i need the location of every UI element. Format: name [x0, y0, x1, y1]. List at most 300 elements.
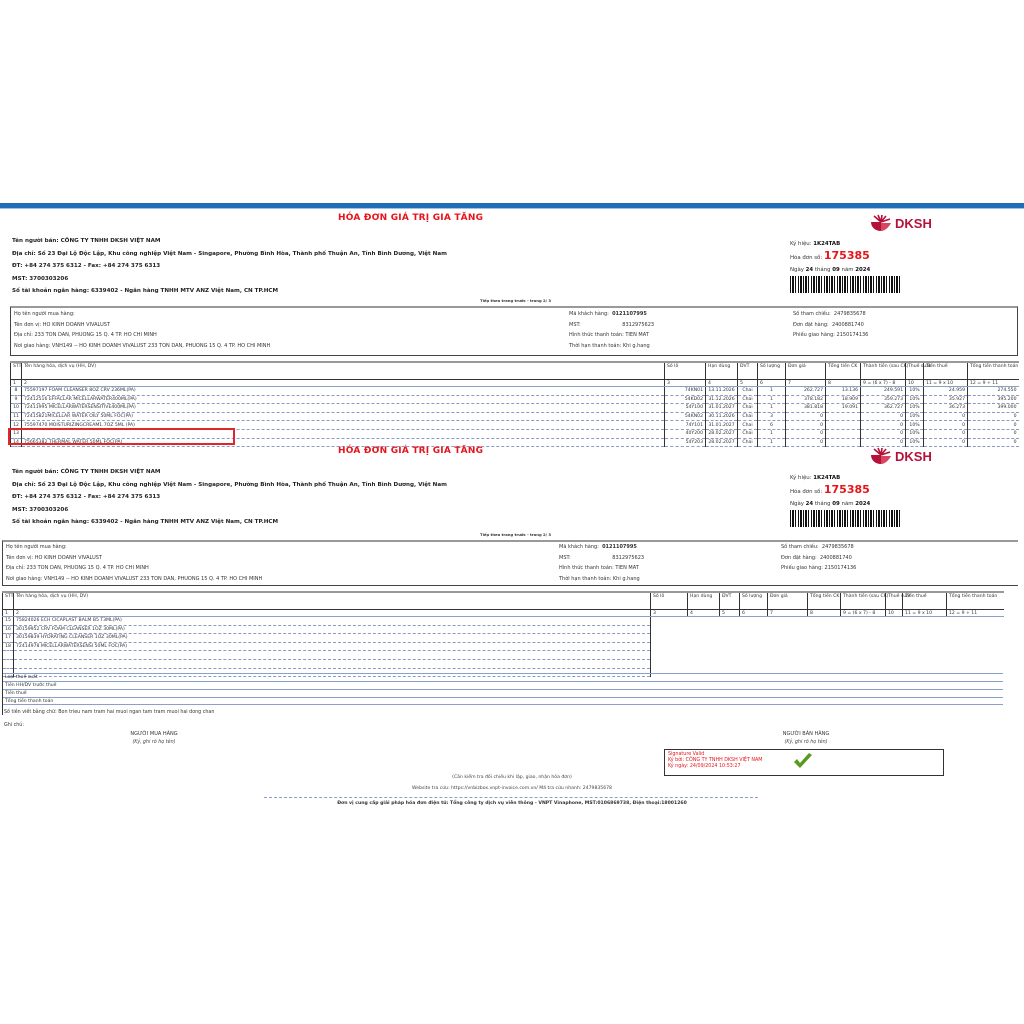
invoice-number-label: Hóa đơn số:	[790, 255, 823, 261]
customer-code: 0121107995	[612, 311, 647, 317]
payment-term-label: Thời hạn thanh toán:	[559, 575, 612, 582]
cell-vat-rate: 10%	[906, 438, 924, 447]
cell-discount: 13.136	[826, 387, 861, 396]
cell-amount: 0	[861, 429, 906, 438]
colnum-discount: 8	[808, 610, 841, 617]
dksh-logo-icon	[870, 214, 892, 232]
colnum-item-name: 2	[14, 610, 651, 617]
invoice-meta-2	[790, 472, 902, 527]
buyer-name-label: Họ tên người mua hàng:	[14, 311, 75, 317]
seller-address: Địa chỉ: Số 23 Đại Lộ Độc Lập, Khu công nghiệp Việt Nam - Singapore, Phường Bình Hòa, Thành phố Thuận An, Tỉnh Bình Dương, Việt Nam	[12, 481, 447, 488]
cell-unit	[720, 642, 740, 651]
cell-unit	[720, 659, 740, 668]
cell-stt: 17	[3, 634, 14, 643]
footer-check-note: (Cần kiểm tra đối chiếu khi lập, giao, nhận hóa đơn)	[452, 775, 572, 780]
cell-qty: 1	[758, 395, 786, 404]
cell-amount	[841, 634, 886, 643]
buyer-delivery: Nơi giao hàng: VNH149 -- HO KINH DOANH VIVALUST 233 TON DAN, PHUONG 15 Q. 4 TP. HO CHI MINH	[14, 342, 271, 349]
mst-label: MST:	[559, 554, 571, 561]
cell-total	[947, 651, 1004, 660]
year-value: 2024	[855, 501, 871, 507]
colnum-vat-rate: 10	[886, 610, 903, 617]
amount-in-words: Số tiền viết bằng chữ: Bon trieu nam tram hai muoi ngan tam tram muoi hai dong chan	[4, 710, 215, 715]
cell-vat-rate: 10%	[906, 404, 924, 413]
logo-text: DKSH	[895, 448, 932, 464]
ref-label: Số tham chiếu:	[781, 544, 819, 550]
cell-amount	[841, 625, 886, 634]
year-label: năm	[841, 501, 854, 507]
cell-unit	[720, 651, 740, 660]
symbol-value: 1K24TAB	[813, 475, 841, 481]
cell-item-name: 75665382 THERMAL WATER 50ML FOC(PA)	[22, 438, 665, 447]
cell-expiry: 31.12.2026	[706, 395, 738, 404]
summary-vat-type: Loại thuế suất	[2, 673, 1003, 681]
cell-unit-price: 381.818	[786, 404, 826, 413]
cell-amount	[841, 617, 886, 626]
colnum-qty: 6	[740, 610, 768, 617]
colnum-stt: 1	[3, 610, 14, 617]
mst-value: 8312975623	[622, 321, 655, 328]
header-qty: Số lượng	[758, 362, 786, 380]
cell-stt	[3, 659, 14, 668]
colnum-total: 12 = 9 + 11	[947, 610, 1004, 617]
cell-unit: Chai	[738, 421, 758, 430]
cell-unit-price: 262.727	[786, 387, 826, 396]
cell-vat-rate: 10%	[906, 429, 924, 438]
header-lot: Số lô	[665, 362, 706, 380]
colnum-vat-rate: 10	[906, 380, 924, 387]
seller-name: Tên người bán: CÔNG TY TNHH DKSH VIỆT NAM	[12, 469, 161, 475]
buyer-address: Địa chỉ: 233 TON DAN, PHUONG 15 Q. 4 TP. HO CHI MINH	[6, 565, 149, 571]
cell-total: 0	[968, 438, 1019, 447]
colnum-item-name: 2	[22, 380, 665, 387]
cell-tax	[903, 651, 947, 660]
footer-divider	[264, 797, 758, 798]
cell-stt: 15	[3, 617, 14, 626]
colnum-unit-price: 7	[768, 610, 808, 617]
cell-vat-rate	[886, 634, 903, 643]
cell-item-name: 72414978 MICELLARWATERSENSI 50ML FOC(PA)	[14, 642, 651, 651]
header-discount: Tổng tiền CK	[826, 362, 861, 380]
cell-qty: 1	[758, 429, 786, 438]
payment-method: TIEN MAT	[615, 565, 639, 571]
seller-bank: Số tài khoản ngân hàng: 6339402 - Ngân hàng TNHH MTV ANZ Việt Nam, CN TP.HCM	[12, 519, 279, 525]
customer-code-label: Mã khách hàng:	[559, 544, 599, 550]
seller-address: Địa chỉ: Số 23 Đại Lộ Độc Lập, Khu công nghiệp Việt Nam - Singapore, Phường Bình Hòa, Thành phố Thuận An, Tỉnh Bình Dương, Việt Nam	[12, 250, 447, 257]
header-item-name: Tên hàng hóa, dịch vụ (HH, DV)	[22, 362, 665, 380]
cell-amount: 0	[861, 412, 906, 421]
barcode	[790, 510, 902, 527]
header-tax: Tiền thuế	[903, 592, 947, 610]
barcode	[790, 276, 902, 293]
order-value: 2400881740	[831, 321, 864, 328]
header-qty: Số lượng	[740, 592, 768, 610]
cell-stt: 12	[11, 421, 22, 430]
cell-vat-rate: 10%	[906, 387, 924, 396]
cell-item-name: 72412516 EFFACLAR MICELLARWATER400ML(PA)	[22, 395, 665, 404]
colnum-amount: 9 = (6 x 7) - 8	[841, 610, 886, 617]
cell-item-name: 75824026 ECH CICAPLAST BALM B5 T3ML(PA)	[14, 617, 651, 626]
cell-qty: 3	[758, 412, 786, 421]
ref-value: 2479835678	[833, 311, 866, 317]
footer-lookup[interactable]: Website tra cứu: https://vnbizbox.vnpt-invoice.com.vn/ Mã tra cứu nhanh: 2479835678	[412, 786, 612, 791]
cell-unit: Chai	[738, 438, 758, 447]
year-label: năm	[841, 267, 854, 273]
seller-signature-block	[766, 731, 846, 745]
ref-label: Số tham chiếu:	[793, 311, 831, 317]
header-unit-price: Đơn giá	[786, 362, 826, 380]
payment-method-label: Hình thức thanh toán:	[569, 332, 624, 338]
table-row-empty	[3, 651, 1004, 660]
delivery-note-value: 2150174136	[836, 332, 869, 338]
delivery-note-label: Phiếu giao hàng:	[793, 332, 835, 338]
buyer-sign-hint: (Ký, ghi rõ họ tên)	[132, 740, 176, 745]
header-amount: Thành tiền (sau CK)	[861, 362, 906, 380]
order-value: 2400881740	[819, 554, 852, 561]
day-label: Ngày	[790, 267, 804, 273]
cell-qty: 1	[758, 387, 786, 396]
cell-vat-rate	[886, 625, 903, 634]
seller-phone: ĐT: +84 274 375 6312 - Fax: +84 274 375 6313	[12, 494, 161, 500]
buyer-box-2	[2, 540, 1018, 586]
cell-discount	[826, 438, 861, 447]
seller-bank: Số tài khoản ngân hàng: 6339402 - Ngân hàng TNHH MTV ANZ Việt Nam, CN TP.HCM	[12, 288, 279, 294]
header-lot: Số lô	[651, 592, 688, 610]
cell-amount: 0	[861, 438, 906, 447]
cell-unit: Chai	[738, 429, 758, 438]
cell-discount: 19.091	[826, 404, 861, 413]
top-blue-rule-light	[0, 208, 1024, 209]
summary-tax: Tiền thuế	[2, 689, 1003, 697]
order-label: Đơn đặt hàng:	[781, 554, 817, 561]
invoice-title-2: HÓA ĐƠN GIÁ TRỊ GIA TĂNG	[338, 446, 484, 456]
colnum-lot: 3	[665, 380, 706, 387]
cell-stt: 10	[11, 404, 22, 413]
cell-unit: Chai	[738, 412, 758, 421]
seller-tax-id: MST: 3700303206	[12, 506, 69, 513]
cell-tax: 0	[924, 412, 968, 421]
cell-unit-price	[768, 625, 808, 634]
cell-discount	[826, 412, 861, 421]
cell-item-name: 30159952 CRV FOAM CLEANSER 1OZ 30ML(PA)	[14, 625, 651, 634]
cell-amount: 362.727	[861, 404, 906, 413]
colnum-unit: 5	[720, 610, 740, 617]
month-label: tháng	[814, 501, 831, 507]
table-row	[3, 634, 1004, 643]
delivery-note-value: 2150174136	[824, 565, 857, 571]
cell-item-name: 75597470 MOISTURIZINGCREAM1.7OZ 5ML (PA)	[22, 421, 665, 430]
cell-lot: 74Y101	[665, 421, 706, 430]
cell-qty	[740, 651, 768, 660]
cell-tax: 0	[924, 429, 968, 438]
buyer-delivery: Nơi giao hàng: VNH149 -- HO KINH DOANH VIVALUST 233 TON DAN, PHUONG 15 Q. 4 TP. HO CHI MINH	[6, 575, 263, 582]
cell-discount	[808, 634, 841, 643]
cell-discount	[808, 617, 841, 626]
header-unit: ĐVT	[720, 592, 740, 610]
cell-discount	[826, 429, 861, 438]
day-value: 24	[805, 501, 814, 507]
table-row	[3, 617, 1004, 626]
cell-tax	[903, 625, 947, 634]
summary-left-border	[2, 673, 3, 715]
table-row	[11, 404, 1019, 413]
payment-term: Khi g.hang	[622, 342, 650, 349]
column-number-row	[11, 380, 1019, 387]
cell-item-name	[14, 659, 651, 668]
mst-value: 8312975623	[612, 554, 645, 561]
year-value: 2024	[855, 267, 871, 273]
seller-sign-title: NGƯỜI BÁN HÀNG	[782, 731, 830, 737]
table-row	[3, 625, 1004, 634]
header-tax: Tiền thuế	[924, 362, 968, 380]
order-label: Đơn đặt hàng:	[793, 321, 829, 328]
cell-stt	[3, 651, 14, 660]
table-row	[11, 412, 1019, 421]
cell-unit-price	[768, 634, 808, 643]
table-row-empty	[3, 659, 1004, 668]
cell-qty: 6	[758, 421, 786, 430]
colnum-expiry: 4	[688, 610, 720, 617]
header-discount: Tổng tiền CK	[808, 592, 841, 610]
cell-tax: 0	[924, 421, 968, 430]
cell-unit-price	[768, 651, 808, 660]
cell-qty	[740, 659, 768, 668]
cell-expiry: 31.01.2027	[706, 421, 738, 430]
cell-lot	[651, 651, 688, 660]
cell-lot	[651, 642, 688, 651]
cell-item-name: 72415821MICELLAR WATER OILY 50ML FOC(PA)	[22, 412, 665, 421]
cell-unit	[720, 625, 740, 634]
cell-lot	[651, 659, 688, 668]
cell-total: 0	[968, 412, 1019, 421]
cell-unit-price: 0	[786, 429, 826, 438]
cell-qty: 1	[758, 438, 786, 447]
payment-method-label: Hình thức thanh toán:	[559, 565, 614, 571]
cell-stt: 13	[11, 429, 22, 438]
payment-term-label: Thời hạn thanh toán:	[569, 342, 622, 349]
signature-signed-by: Ký bởi: CÔNG TY TNHH DKSH VIỆT NAM	[668, 758, 763, 763]
colnum-unit: 5	[738, 380, 758, 387]
header-unit-price: Đơn giá	[768, 592, 808, 610]
colnum-qty: 6	[758, 380, 786, 387]
cell-expiry: 31.01.2027	[706, 404, 738, 413]
dksh-logo	[870, 214, 932, 232]
cell-vat-rate	[886, 642, 903, 651]
seller-info	[12, 235, 447, 298]
cell-amount: 0	[861, 421, 906, 430]
buyer-unit: Tên đơn vị: HO KINH DOANH VIVALUST	[6, 554, 102, 561]
month-value: 09	[832, 267, 840, 273]
summary-block	[2, 673, 1003, 705]
buyer-sign-title: NGƯỜI MUA HÀNG	[130, 731, 178, 737]
continuation-note-2: Tiếp theo trang trước - trang 2/ 3	[480, 532, 551, 537]
buyer-box	[10, 306, 1018, 356]
invoice-number: 175385	[823, 483, 870, 496]
seller-sign-hint: (Ký, ghi rõ họ tên)	[784, 740, 828, 745]
cell-discount	[808, 642, 841, 651]
summary-grand-total: Tổng tiền thanh toán	[2, 697, 1003, 705]
signature-status: Signature Valid	[668, 752, 705, 757]
colnum-amount: 9 = (6 x 7) - 8	[861, 380, 906, 387]
header-unit: ĐVT	[738, 362, 758, 380]
cell-qty	[740, 617, 768, 626]
cell-unit-price	[768, 642, 808, 651]
header-total: Tổng tiền thanh toán	[968, 362, 1019, 380]
symbol-value: 1K24TAB	[813, 241, 841, 247]
cell-expiry: 30.11.2026	[706, 412, 738, 421]
cell-tax	[903, 642, 947, 651]
cell-total	[947, 634, 1004, 643]
symbol-label: Ký hiệu:	[790, 241, 812, 247]
colnum-total: 12 = 9 + 11	[968, 380, 1019, 387]
colnum-expiry: 4	[706, 380, 738, 387]
cell-total	[947, 617, 1004, 626]
cell-item-name	[14, 651, 651, 660]
buyer-signature-block	[114, 731, 194, 745]
cell-expiry	[688, 642, 720, 651]
cell-qty: 1	[758, 404, 786, 413]
table-header-row	[3, 592, 1004, 610]
cell-amount	[841, 659, 886, 668]
buyer-name-label: Họ tên người mua hàng:	[6, 544, 67, 550]
header-vat-rate: Thuế suất	[886, 592, 903, 610]
continuation-note: Tiếp theo trang trước - trang 2/ 3	[480, 298, 551, 303]
invoice-number: 175385	[823, 249, 870, 262]
cell-stt: 18	[3, 642, 14, 651]
cell-discount	[808, 659, 841, 668]
cell-unit-price: 0	[786, 412, 826, 421]
cell-lot: 74KN01	[665, 387, 706, 396]
header-expiry: Hạn dùng	[688, 592, 720, 610]
cell-total: 274.550	[968, 387, 1019, 396]
cell-expiry	[688, 634, 720, 643]
cell-expiry: 28.02.2027	[706, 438, 738, 447]
digital-signature-box[interactable]	[664, 749, 944, 776]
signature-signed-at: Ký ngày: 24/09/2024 10:53:27	[668, 764, 741, 769]
cell-tax	[903, 659, 947, 668]
header-vat-rate: Thuế suất	[906, 362, 924, 380]
colnum-discount: 8	[826, 380, 861, 387]
table-header-row	[11, 362, 1019, 380]
cell-total: 0	[968, 429, 1019, 438]
colnum-stt: 1	[11, 380, 22, 387]
cell-tax	[903, 617, 947, 626]
cell-amount: 359.273	[861, 395, 906, 404]
cell-discount: 18.909	[826, 395, 861, 404]
cell-tax	[903, 634, 947, 643]
cell-stt: 11	[11, 412, 22, 421]
checkmark-icon	[793, 753, 813, 769]
colnum-unit-price: 7	[786, 380, 826, 387]
cell-total: 399.000	[968, 404, 1019, 413]
cell-unit: Chai	[738, 404, 758, 413]
cell-tax: 36.273	[924, 404, 968, 413]
invoice-number-label: Hóa đơn số:	[790, 489, 823, 495]
cell-vat-rate: 10%	[906, 412, 924, 421]
cell-stt: 8	[11, 387, 22, 396]
dksh-logo-icon	[870, 447, 892, 465]
cell-total: 395.200	[968, 395, 1019, 404]
symbol-label: Ký hiệu:	[790, 475, 812, 481]
cell-expiry: 28.02.2027	[706, 429, 738, 438]
seller-tax-id: MST: 3700303206	[12, 275, 69, 282]
cell-lot	[651, 617, 688, 626]
cell-total	[947, 659, 1004, 668]
column-number-row	[3, 610, 1004, 617]
cell-amount	[841, 642, 886, 651]
day-label: Ngày	[790, 501, 804, 507]
cell-lot	[651, 625, 688, 634]
cell-vat-rate	[886, 659, 903, 668]
items-table-page2	[2, 591, 1004, 677]
header-total: Tổng tiền thanh toán	[947, 592, 1004, 610]
cell-vat-rate	[886, 617, 903, 626]
seller-name: Tên người bán: CÔNG TY TNHH DKSH VIỆT NAM	[12, 238, 161, 244]
table-row	[11, 395, 1019, 404]
payment-term: Khi g.hang	[612, 575, 640, 582]
cell-amount: 249.591	[861, 387, 906, 396]
cell-lot: 54Y100	[665, 404, 706, 413]
cell-item-name: 72411995 MICELLARWATERSENSITIVE400ML(PA)	[22, 404, 665, 413]
cell-unit-price: 0	[786, 421, 826, 430]
cell-item-name: 75597197 FOAM CLEANSER 8OZ CRV 236ML(PA)	[22, 387, 665, 396]
day-value: 24	[805, 267, 814, 273]
cell-tax: 0	[924, 438, 968, 447]
highlighted-row-box	[8, 428, 235, 445]
cell-vat-rate: 10%	[906, 395, 924, 404]
ref-value: 2479835678	[821, 544, 854, 550]
cell-unit: Chai	[738, 387, 758, 396]
cell-unit	[720, 617, 740, 626]
cell-discount	[808, 651, 841, 660]
cell-lot: 54Y203	[665, 438, 706, 447]
cell-expiry: 13.11.2026	[706, 387, 738, 396]
dksh-logo-2	[870, 447, 932, 465]
invoice-title: HÓA ĐƠN GIÁ TRỊ GIA TĂNG	[338, 213, 484, 223]
cell-lot: 54KD02	[665, 395, 706, 404]
cell-discount	[808, 625, 841, 634]
cell-unit-price: 0	[786, 438, 826, 447]
header-stt: STT	[3, 592, 14, 610]
footer-provider: Đơn vị cung cấp giải pháp hóa đơn điện tử: Tổng công ty dịch vụ viễn thông - VNPT Vinaphone, MST:0106869738, Điện thoại:18001260	[337, 801, 687, 806]
cell-vat-rate	[886, 651, 903, 660]
mst-label: MST:	[569, 321, 581, 328]
logo-text: DKSH	[895, 215, 932, 231]
cell-discount	[826, 421, 861, 430]
delivery-note-label: Phiếu giao hàng:	[781, 565, 823, 571]
cell-stt: 9	[11, 395, 22, 404]
cell-lot: 40Y200	[665, 429, 706, 438]
cell-tax: 35.927	[924, 395, 968, 404]
table-row	[3, 642, 1004, 651]
header-amount: Thành tiền (sau CK)	[841, 592, 886, 610]
header-item-name: Tên hàng hóa, dịch vụ (HH, DV)	[14, 592, 651, 610]
cell-unit-price	[768, 617, 808, 626]
header-expiry: Hạn dùng	[706, 362, 738, 380]
table-row	[11, 387, 1019, 396]
cell-amount	[841, 651, 886, 660]
cell-unit-price: 378.182	[786, 395, 826, 404]
buyer-unit: Tên đơn vị: HO KINH DOANH VIVALUST	[14, 321, 110, 328]
cell-tax: 24.959	[924, 387, 968, 396]
cell-total: 0	[968, 421, 1019, 430]
cell-unit-price	[768, 659, 808, 668]
cell-qty	[740, 625, 768, 634]
cell-total	[947, 642, 1004, 651]
note-label: Ghi chú:	[4, 723, 24, 728]
cell-expiry	[688, 617, 720, 626]
colnum-tax: 11 = 9 x 10	[924, 380, 968, 387]
